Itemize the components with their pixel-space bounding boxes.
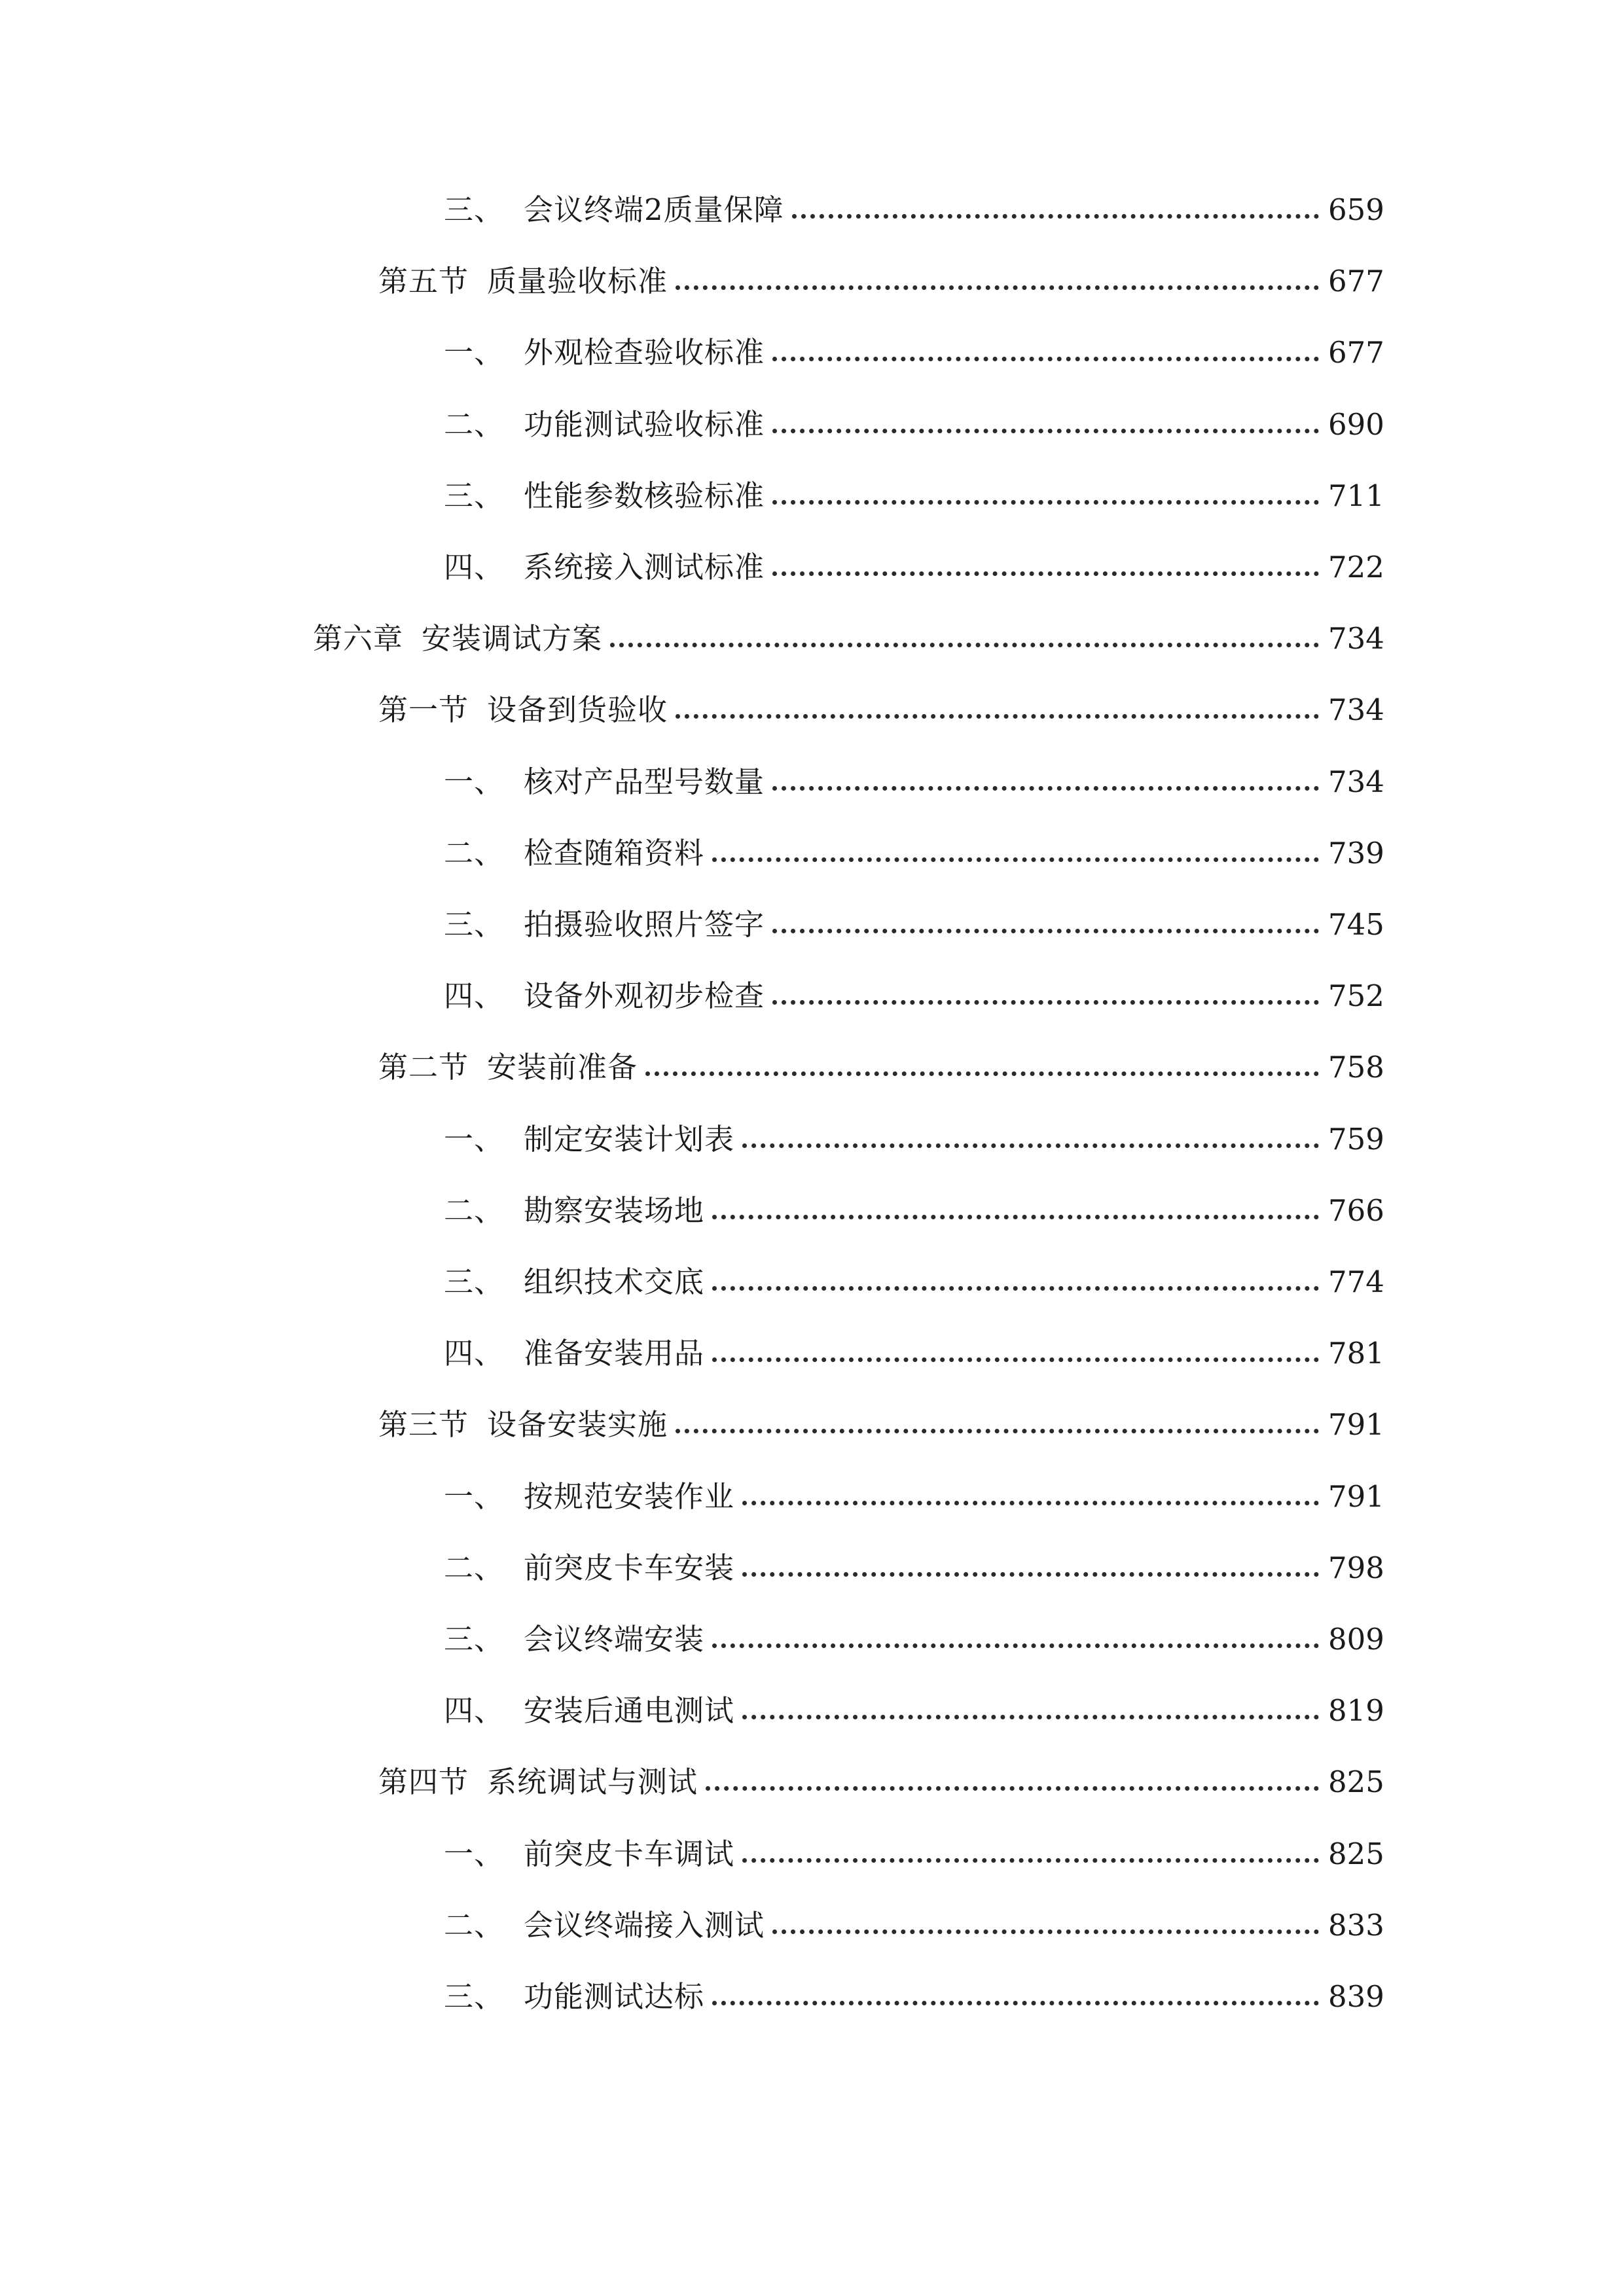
toc-entry-page-number: 690 (1328, 406, 1384, 442)
toc-entry-item[interactable] (444, 1888, 1384, 1943)
toc-entry-number: 第一节 (378, 692, 469, 728)
toc-entry-title: 外观检查验收标准 (524, 335, 765, 370)
toc-entry-item[interactable] (444, 887, 1384, 942)
toc-entry-item[interactable] (444, 1244, 1384, 1299)
toc-entry-number: 第二节 (378, 1050, 469, 1085)
dot-leader (676, 285, 1319, 290)
toc-entry-page-number: 734 (1328, 692, 1384, 728)
toc-entry-page-number: 722 (1328, 550, 1384, 584)
toc-entry-item[interactable] (444, 387, 1384, 442)
toc-entry-page-number: 766 (1328, 1193, 1384, 1228)
dot-leader (676, 714, 1319, 719)
dot-leader (742, 1715, 1319, 1719)
toc-entry-number: 四、 (444, 1336, 505, 1371)
toc-entry-page-number: 833 (1328, 1907, 1384, 1943)
toc-entry-title: 质量验收标准 (487, 264, 668, 299)
dot-leader (772, 1929, 1319, 1934)
toc-entry-number: 二、 (444, 1193, 505, 1228)
toc-entry-page-number: 825 (1328, 1836, 1384, 1871)
toc-entry-item[interactable] (444, 816, 1384, 870)
toc-entry-item[interactable] (444, 1959, 1384, 2014)
toc-entry-number: 三、 (444, 907, 505, 942)
toc-entry-title: 安装调试方案 (422, 621, 603, 656)
dot-leader (712, 1357, 1319, 1362)
toc-entry-page-number: 734 (1328, 621, 1384, 656)
toc-entry-number: 三、 (444, 1265, 505, 1299)
toc-entry-item[interactable] (444, 1459, 1384, 1514)
toc-entry-section[interactable] (378, 672, 1384, 728)
toc-entry-title: 检查随箱资料 (524, 835, 705, 870)
toc-entry-title: 设备外观初步检查 (524, 978, 765, 1014)
toc-entry-title: 勘察安装场地 (524, 1193, 705, 1228)
dot-leader (772, 1000, 1319, 1005)
toc-entry-page-number: 819 (1328, 1693, 1384, 1729)
toc-entry-number: 三、 (444, 478, 505, 513)
toc-entry-number: 一、 (444, 1836, 505, 1871)
toc-entry-number: 二、 (444, 1550, 505, 1585)
toc-entry-item[interactable] (444, 458, 1384, 513)
toc-entry-title: 拍摄验收照片签字 (524, 907, 765, 942)
toc-entry-item[interactable] (444, 1316, 1384, 1371)
toc-entry-title: 系统接入测试标准 (524, 550, 765, 584)
dot-leader (706, 1786, 1319, 1791)
dot-leader (712, 1215, 1319, 1219)
toc-entry-page-number: 734 (1328, 764, 1384, 799)
toc-entry-page-number: 791 (1328, 1479, 1384, 1514)
toc-entry-number: 三、 (444, 192, 505, 227)
toc-entry-title: 组织技术交底 (524, 1265, 705, 1299)
dot-leader (712, 1643, 1319, 1648)
toc-entry-page-number: 659 (1328, 192, 1384, 227)
toc-entry-item[interactable] (444, 529, 1384, 584)
toc-entry-page-number: 839 (1328, 1979, 1384, 2014)
toc-entry-number: 四、 (444, 550, 505, 584)
toc-entry-number: 第三节 (378, 1407, 469, 1443)
toc-entry-chapter[interactable] (313, 601, 1384, 656)
toc-entry-item[interactable] (444, 1173, 1384, 1228)
toc-entry-title: 按规范安装作业 (524, 1479, 735, 1514)
toc-entry-item[interactable] (444, 315, 1384, 370)
toc-entry-title: 核对产品型号数量 (524, 764, 765, 799)
toc-entry-item[interactable] (444, 1816, 1384, 1871)
toc-entry-number: 第六章 (313, 621, 404, 656)
toc-entry-page-number: 677 (1328, 264, 1384, 299)
dot-leader (742, 1572, 1319, 1577)
toc-entry-number: 二、 (444, 835, 505, 870)
toc-entry-section[interactable] (378, 1387, 1384, 1443)
toc-entry-item[interactable] (444, 958, 1384, 1014)
toc-entry-number: 四、 (444, 978, 505, 1014)
toc-entry-number: 二、 (444, 1907, 505, 1943)
toc-entry-page-number: 677 (1328, 335, 1384, 370)
toc-entry-title: 功能测试验收标准 (524, 406, 765, 442)
toc-entry-title: 安装后通电测试 (524, 1693, 735, 1729)
toc-entry-page-number: 752 (1328, 978, 1384, 1014)
toc-entry-title: 前突皮卡车安装 (524, 1550, 735, 1585)
toc-entry-number: 三、 (444, 1622, 505, 1657)
toc-entry-number: 三、 (444, 1979, 505, 2014)
toc-entry-item[interactable] (444, 1530, 1384, 1585)
toc-entry-section[interactable] (378, 1744, 1384, 1800)
toc-entry-number: 一、 (444, 1121, 505, 1157)
toc-entry-section[interactable] (378, 243, 1384, 299)
dot-leader (772, 929, 1319, 933)
toc-entry-title: 设备安装实施 (487, 1407, 668, 1443)
toc-entry-title: 制定安装计划表 (524, 1121, 735, 1157)
dot-leader (645, 1071, 1319, 1076)
toc-entry-title: 会议终端安装 (524, 1622, 705, 1657)
dot-leader (676, 1429, 1319, 1433)
toc-entry-item[interactable] (444, 1602, 1384, 1657)
toc-entry-number: 一、 (444, 764, 505, 799)
toc-entry-title: 会议终端接入测试 (524, 1907, 765, 1943)
dot-leader (712, 857, 1319, 862)
dot-leader (610, 643, 1319, 647)
toc-entry-item[interactable] (444, 1673, 1384, 1729)
dot-leader (792, 214, 1319, 219)
toc-entry-number: 第五节 (378, 264, 469, 299)
toc-entry-page-number: 759 (1328, 1121, 1384, 1157)
toc-entry-title: 性能参数核验标准 (524, 478, 765, 513)
dot-leader (712, 2001, 1319, 2005)
toc-entry-title: 安装前准备 (487, 1050, 638, 1085)
dot-leader (772, 571, 1319, 576)
toc-entry-title: 设备到货验收 (487, 692, 668, 728)
toc-entry-page-number: 791 (1328, 1407, 1384, 1443)
dot-leader (742, 1858, 1319, 1863)
toc-entry-item[interactable] (444, 1102, 1384, 1157)
toc-entry-page-number: 711 (1328, 478, 1384, 513)
toc-entry-title: 准备安装用品 (524, 1336, 705, 1371)
toc-entry-section[interactable] (378, 1030, 1384, 1085)
dot-leader (772, 429, 1319, 433)
toc-entry-number: 二、 (444, 406, 505, 442)
dot-leader (742, 1143, 1319, 1148)
toc-entry-page-number: 774 (1328, 1265, 1384, 1299)
toc-entry-page-number: 758 (1328, 1050, 1384, 1085)
toc-entry-title: 前突皮卡车调试 (524, 1836, 735, 1871)
dot-leader (742, 1501, 1319, 1505)
dot-leader (772, 786, 1319, 791)
toc-entry-page-number: 798 (1328, 1550, 1384, 1585)
toc-entry-item[interactable] (444, 744, 1384, 799)
toc-entry-page-number: 825 (1328, 1765, 1384, 1800)
toc-entry-page-number: 781 (1328, 1336, 1384, 1371)
toc-entry-page-number: 809 (1328, 1622, 1384, 1657)
dot-leader (772, 357, 1319, 361)
toc-entry-number: 第四节 (378, 1765, 469, 1800)
toc-entry-page-number: 745 (1328, 907, 1384, 942)
toc-entry-number: 一、 (444, 335, 505, 370)
toc-entry-title: 系统调试与测试 (487, 1765, 698, 1800)
toc-entry-page-number: 739 (1328, 835, 1384, 870)
toc-entry-title: 功能测试达标 (524, 1979, 705, 2014)
toc-entry-number: 四、 (444, 1693, 505, 1729)
dot-leader (772, 500, 1319, 505)
toc-entry-number: 一、 (444, 1479, 505, 1514)
toc-entry-item[interactable] (444, 172, 1384, 227)
dot-leader (712, 1286, 1319, 1291)
toc-entry-title: 会议终端2质量保障 (524, 192, 784, 227)
